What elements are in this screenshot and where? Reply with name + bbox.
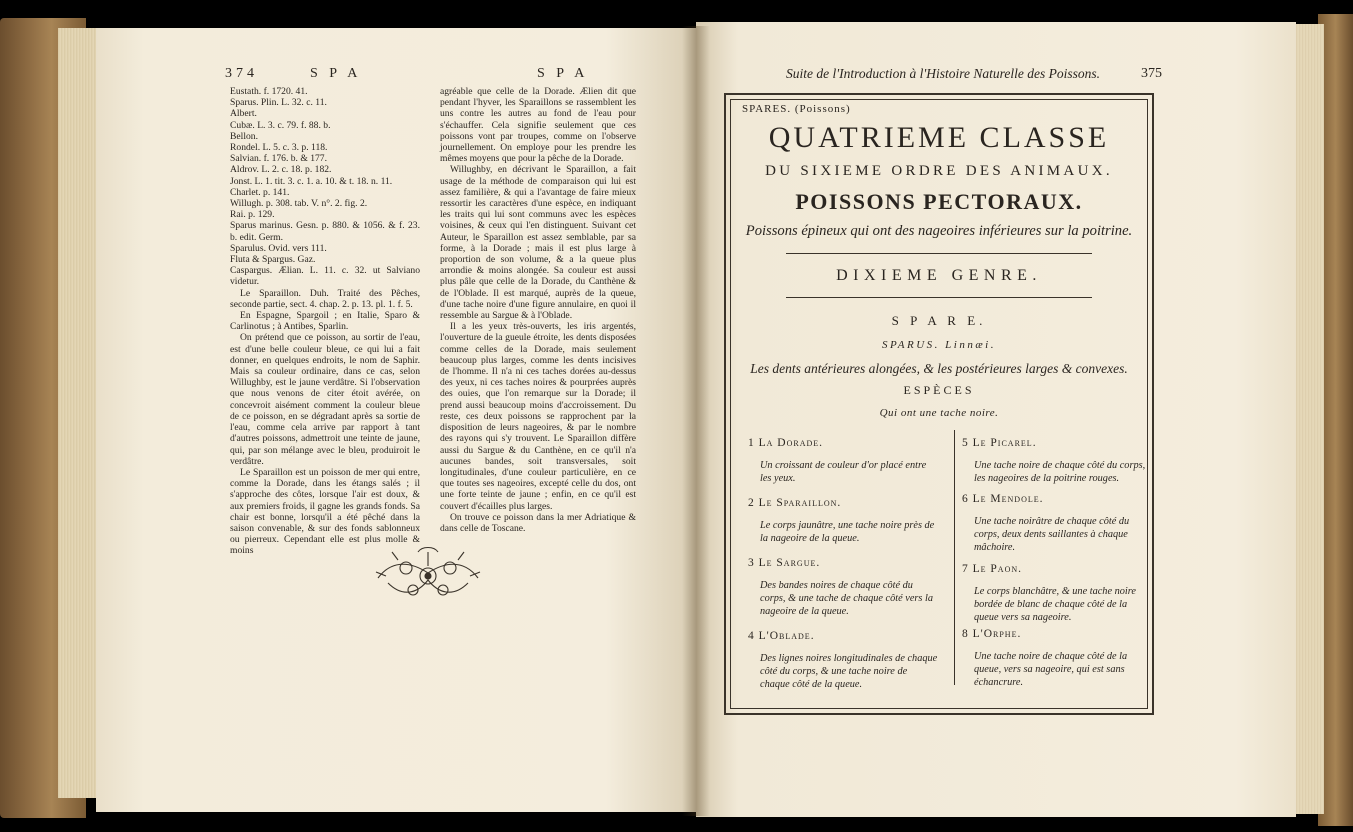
species-number: 4 (748, 630, 755, 642)
body-paragraph: On trouve ce poisson dans la mer Adriatique & dans celle de Toscane. (440, 511, 636, 534)
genus-heading: DIXIEME GENRE. (836, 267, 1042, 284)
species-entry (962, 628, 1152, 689)
species-description: Une tache noire de chaque côté du corps, les nageoires de la poitrine rouges. (974, 460, 1146, 484)
species-number: 1 (748, 437, 755, 449)
ornamental-rule (786, 253, 1092, 254)
species-number: 5 (962, 437, 969, 449)
left-column-2 (440, 86, 636, 534)
species-number: 3 (748, 557, 755, 569)
classification-frame (724, 93, 1154, 715)
left-column-1 (230, 86, 420, 557)
latin-name: SPARUS. Linnæi. (881, 339, 996, 351)
section-tag: SPARES. (Poissons) (742, 103, 851, 115)
species-description: Des bandes noires de chaque côté du corps, & une tache de chaque côté vers la nageoire de la queue. (760, 580, 933, 617)
poissons-description: Poissons épineux qui ont des nageoires inférieures sur la poitrine. (745, 223, 1133, 239)
species-name: Le Mendole. (972, 493, 1044, 505)
left-running-head-2: S P A (537, 66, 589, 81)
species-number: 6 (962, 493, 969, 505)
left-running-head-1: S P A (310, 66, 362, 81)
species-number: 8 (962, 628, 969, 640)
ref-line: Rai. p. 129. (230, 209, 275, 221)
ref-line: Albert. (230, 108, 257, 120)
ref-line: Bellon. (230, 130, 258, 142)
right-running-head: Suite de l'Introduction à l'Histoire Naturelle des Poissons. (786, 66, 1101, 81)
species-description: Une tache noire de chaque côté de la queue, vers sa nageoire, qui est sans échancrure. (974, 651, 1128, 688)
ref-line: En Espagne, Spargoil ; en Italie, Sparo & Carlinotus ; à Antibes, Sparlin. (230, 310, 420, 333)
right-page-number: 375 (1141, 66, 1162, 81)
species-entry (962, 563, 1152, 624)
body-paragraph: On prétend que ce poisson, au sortir de l'eau, est d'une belle couleur bleue, ce qui lui a fait donner, en quelques endroits, le nom de Saphir. Mais sa couleur ordinaire, dans ce cas, selon Willughby, est le jaune verdâtre. Si l'observation que nous venons de citer étoit avérée, on concevroit aisément comment la couleur bleue de ce poisson, en se dégradant après sa sortie de l'eau, comme cela arrive par rapport à tant d'autres poissons, admettroit une teinte de jaune, qui, par son mélange avec le bleu, produiroit le verdâtre. (230, 332, 420, 467)
species-description: Des lignes noires longitudinales de chaque côté du corps, & une tache noire de chaque côté de la queue. (760, 653, 938, 690)
species-name: Le Sargue. (758, 557, 821, 569)
ref-line: Jonst. L. 1. tit. 3. c. 1. a. 10. & t. 18. n. 11. (230, 175, 393, 187)
poissons-heading: POISSONS PECTORAUX. (795, 189, 1083, 214)
ref-line: Aldrov. L. 2. c. 18. p. 182. (230, 164, 332, 176)
body-paragraph: agréable que celle de la Dorade. Ælien dit que pendant l'hyver, les Sparaillons se rassemblent les uns contre les autres au fond de l'eau pour s'échauffer. Cela signifie seulement que ces poissons vont par troupes, comme on l'observe journellement. On employe pour les prendre les mêmes moyens que pour la pêche de la Dorade. (440, 86, 636, 165)
ref-line: Sparulus. Ovid. vers 111. (230, 242, 327, 254)
genus-characters: Les dents antérieures alongées, & les postérieures larges & convexes. (750, 361, 1128, 376)
body-paragraph: Le Sparaillon est un poisson de mer qui entre, comme la Dorade, dans les étangs salés ; il s'approche des côtes, lorsque l'air est doux, & aux premiers froids, il gagne les grands fonds. Sa chair est bonne, lorsqu'il a été pêché dans la saison convenable, & sur des fonds sablonneux ou pierreux. Cependant elle est plus molle & moins (230, 466, 420, 557)
species-description: Une tache noirâtre de chaque côté du corps, deux dents saillantes à chaque mâchoire. (974, 516, 1130, 553)
species-description: Le corps jaunâtre, une tache noire près de la nageoire de la queue. (760, 520, 935, 544)
column-divider (954, 430, 955, 685)
species-name: La Dorade. (758, 437, 824, 449)
ref-line: Eustath. f. 1720. 41. (230, 86, 308, 97)
species-number: 7 (962, 563, 969, 575)
ref-line: Caspargus. Ælian. L. 11. c. 32. ut Salviano videtur. (230, 265, 420, 288)
species-name: Le Paon. (972, 563, 1023, 575)
ref-line: Rondel. L. 5. c. 3. p. 118. (230, 142, 328, 154)
species-heading: ESPÈCES (903, 383, 975, 397)
ref-line: Sparus. Plin. L. 32. c. 11. (230, 97, 327, 109)
body-paragraph: Willughby, en décrivant le Sparaillon, a fait usage de la méthode de comparaison qui lui est assez familière, & qui a l'avantage de faire mieux ressortir les caractères d'une espèce, en indiquant les traits qui lui sont communs avec les espèces voisines, & ceux qui l'en distinguent. Suivant cet Auteur, le Sparaillon est assez semblable, par sa forme, à la Dorade ; mais il est plus large à proportion de son volume, & a la queue plus arrondie & moins alongée. Sa couleur est aussi plus pâle que celle de la Dorade, du Canthène & de l'Oblade. Il est marqué, auprès de la queue, d'une tache noire d'une figure annulaire, en quoi il ressemble au Sargue & à l'Oblade. (440, 164, 636, 322)
species-name: L'Orphe. (972, 628, 1022, 640)
ref-line: Charlet. p. 141. (230, 186, 290, 198)
species-number: 2 (748, 497, 755, 509)
body-paragraph: Il a les yeux très-ouverts, les iris argentés, l'ouverture de la gueule étroite, les dents disposées comme celles de la Dorade, mais seulement beaucoup plus larges, comme les dents incisives de l'homme. Il n'a ni ces taches dorées au-dessus des yeux, ni ces taches noires & pourprées auprès des ouies, que l'on remarque sur la Dorade; il prend aussi beaucoup moins d'accroissement. Du reste, ces deux poissons se rapprochent par la disposition de leurs nageoires, & par le nombre des rayons qui s'y trouvent. Le Sparaillon diffère aussi du Sargue & du Canthène, en ce qu'il n'a aucunes bandes, soit transversales, soit longitudinales, d'une couleur particulière, en ce que toutes ses nageoires, excepté celle du dos, ont une forte teinte de jaune ; enfin, en ce qu'il est couvert d'écailles plus larges. (440, 321, 636, 512)
species-entry (962, 493, 1152, 554)
genus-name: S P A R E. (891, 313, 987, 328)
species-name: Le Sparaillon. (758, 497, 842, 509)
species-entry (748, 557, 938, 618)
ref-line: Salvian. f. 176. b. & 177. (230, 153, 327, 165)
species-name: L'Oblade. (758, 630, 815, 642)
order-subtitle: DU SIXIEME ORDRE DES ANIMAUX. (765, 163, 1113, 179)
ref-line: Le Sparaillon. Duh. Traité des Pêches, seconde partie, sect. 4. chap. 2. p. 13. pl. 1. f. 5. (230, 287, 420, 310)
species-entry (748, 497, 938, 545)
species-entry (748, 630, 938, 691)
ref-line: Fluta & Spargus. Gaz. (230, 254, 316, 266)
species-description: Un croissant de couleur d'or placé entre les yeux. (760, 460, 927, 484)
book-gutter (682, 26, 710, 816)
species-subheading: Qui ont une tache noire. (879, 407, 999, 419)
ref-line: Cubæ. L. 3. c. 79. f. 88. b. (230, 119, 331, 131)
species-description: Le corps blanchâtre, & une tache noire bordée de blanc de chaque côté de la queue vers sa nageoire. (974, 586, 1136, 623)
ref-line: Willugh. p. 308. tab. V. n°. 2. fig. 2. (230, 198, 368, 210)
species-entry (748, 437, 938, 485)
floral-ornament (368, 538, 488, 608)
left-page-number: 374 (225, 66, 258, 81)
species-entry (962, 437, 1152, 485)
species-name: Le Picarel. (972, 437, 1037, 449)
class-title: QUATRIEME CLASSE (768, 121, 1110, 154)
ornamental-rule (786, 297, 1092, 298)
ref-line: Sparus marinus. Gesn. p. 880. & 1056. & f. 23. b. edit. Germ. (230, 220, 420, 243)
